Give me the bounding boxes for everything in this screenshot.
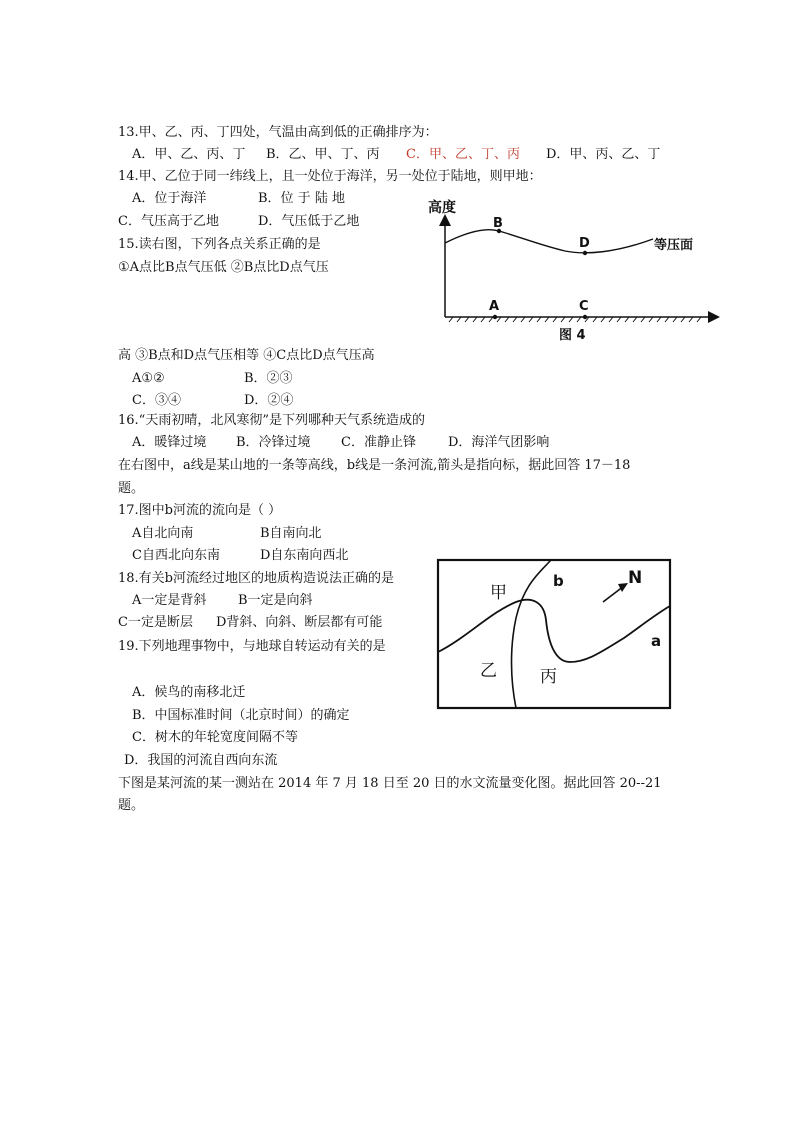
q14-option-c: C．气压高于乙地 bbox=[118, 214, 219, 229]
region-yi-label: 乙 bbox=[480, 661, 497, 681]
intro-17-18-line-1: 在右图中，a线是某山地的一条等高线，b线是一条河流,箭头是指向标，据此回答 17－18 bbox=[118, 458, 631, 473]
q18-stem: 18.有关b河流经过地区的地质构造说法正确的是 bbox=[118, 571, 394, 586]
point-a-label: A bbox=[489, 299, 500, 314]
isobaric-surface-label: 等压面 bbox=[654, 238, 694, 253]
figure-caption: 图 4 bbox=[559, 328, 586, 343]
height-axis-label: 高度 bbox=[428, 200, 456, 216]
point-d-dot bbox=[583, 251, 587, 255]
point-d-label: D bbox=[579, 236, 590, 251]
point-b-label: B bbox=[493, 216, 503, 231]
q16-option-d: D．海洋气团影响 bbox=[448, 435, 550, 450]
q16-stem: 16.“天雨初晴，北风寒彻”是下列哪种天气系统造成的 bbox=[118, 413, 425, 428]
q19-option-c: C．树木的年轮宽度间隔不等 bbox=[132, 730, 298, 745]
intro-17-18-line-2: 题。 bbox=[118, 481, 145, 496]
q19-option-b: B．中国标准时间（北京时间）的确定 bbox=[132, 708, 350, 723]
north-label: N bbox=[628, 568, 643, 588]
q13-option-a: A．甲、乙、丙、丁 bbox=[132, 147, 246, 162]
q14-option-d: D．气压低于乙地 bbox=[258, 214, 360, 229]
q14-stem: 14.甲、乙位于同一纬线上，且一处位于海洋，另一处位于陆地，则甲地： bbox=[118, 169, 542, 184]
q17-option-b: B自南向北 bbox=[260, 526, 322, 541]
contour-a-label: a bbox=[651, 632, 662, 650]
point-c-label: C bbox=[579, 299, 589, 314]
q14-option-a: A．位于海洋 bbox=[132, 191, 207, 206]
q13-option-c: C．甲、乙、丁、丙 bbox=[406, 147, 520, 162]
q13-option-d: D．甲、丙、乙、丁 bbox=[546, 147, 661, 162]
q14-option-b: B．位 于 陆 地 bbox=[258, 191, 345, 206]
q18-option-b: B一定是向斜 bbox=[238, 593, 313, 608]
q13-stem: 13.甲、乙、丙、丁四处，气温由高到低的正确排序为： bbox=[118, 125, 438, 140]
region-jia-label: 甲 bbox=[490, 583, 507, 603]
q16-option-b: B．冷锋过境 bbox=[236, 435, 311, 450]
q16-option-a: A．暖锋过境 bbox=[132, 435, 207, 450]
contour-river-map bbox=[436, 558, 686, 710]
q19-option-a: A．候鸟的南移北迁 bbox=[132, 685, 246, 700]
q15-stem: 15.读右图，下列各点关系正确的是 bbox=[118, 237, 321, 252]
intro-20-21-line-1: 下图是某河流的某一测站在 2014 年 7 月 18 日至 20 日的水文流量变化图。据此回答 20--21 bbox=[118, 776, 662, 791]
intro-20-21-line-2: 题。 bbox=[118, 798, 145, 813]
point-c-dot bbox=[583, 315, 587, 319]
river-b-label: b bbox=[553, 572, 564, 590]
q15-option-d: D．②④ bbox=[244, 393, 294, 408]
figure-4-isobaric-diagram bbox=[425, 195, 725, 345]
q17-option-d: D自东南向西北 bbox=[260, 548, 349, 563]
q18-option-c: C一定是断层 bbox=[118, 615, 193, 630]
q19-option-d: D．我国的河流自西向东流 bbox=[124, 753, 278, 768]
point-a-dot bbox=[493, 315, 497, 319]
q13-option-b: B．乙、甲、丁、丙 bbox=[266, 147, 380, 162]
isobaric-surface-curve bbox=[445, 230, 653, 253]
q17-option-a: A自北向南 bbox=[132, 526, 194, 541]
q15-statement-line-2: 高 ③B点和D点气压相等 ④C点比D点气压高 bbox=[118, 348, 375, 363]
q15-option-b: B．②③ bbox=[244, 371, 293, 386]
q15-option-c: C．③④ bbox=[132, 393, 181, 408]
region-bing-label: 丙 bbox=[540, 667, 557, 687]
q17-stem: 17.图中b河流的流向是（ ） bbox=[118, 503, 282, 518]
q19-stem: 19.下列地理事物中，与地球自转运动有关的是 bbox=[118, 639, 386, 654]
q15-statement-line-1: ①A点比B点气压低 ②B点比D点气压 bbox=[118, 260, 329, 275]
q15-option-a: A①② bbox=[132, 371, 165, 386]
q18-option-a: A一定是背斜 bbox=[132, 593, 207, 608]
q18-option-d: D背斜、向斜、断层都有可能 bbox=[216, 615, 383, 630]
q17-option-c: C自西北向东南 bbox=[132, 548, 220, 563]
q16-option-c: C．准静止锋 bbox=[341, 435, 416, 450]
